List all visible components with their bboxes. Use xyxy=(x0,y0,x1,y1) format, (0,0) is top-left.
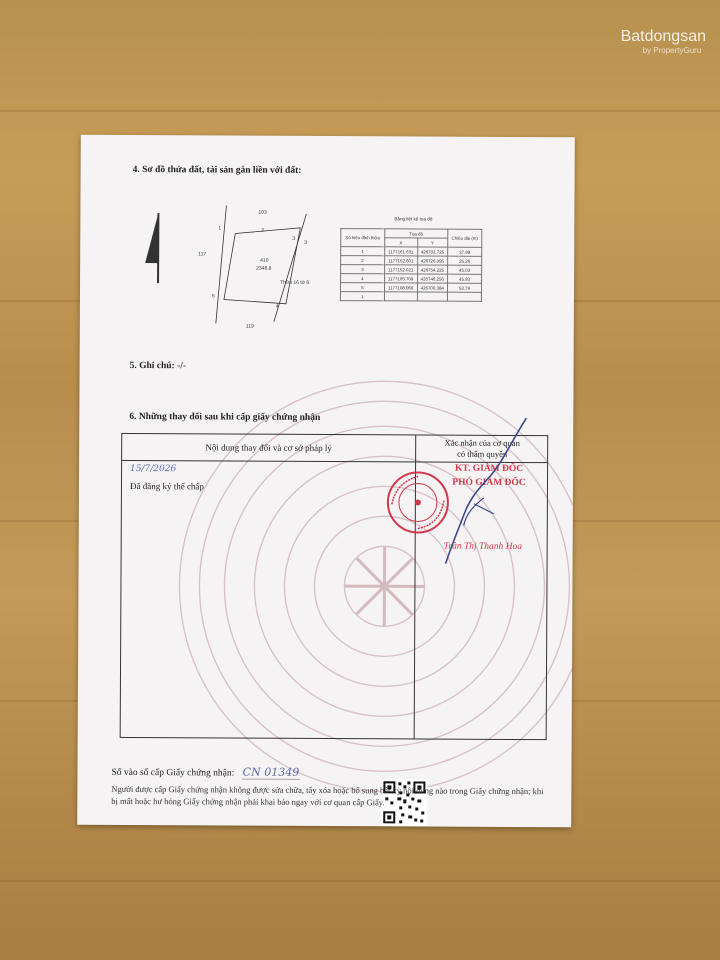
watermark-logo xyxy=(621,28,706,55)
confirm-header-line1: Xác nhận của cơ quan xyxy=(444,437,520,449)
coord-header-point: Số hiệu đỉnh thửa xyxy=(341,229,385,247)
cell-x: 1177161.631 xyxy=(384,247,417,256)
changes-header-content: Nội dung thay đổi và cơ sở pháp lý xyxy=(205,442,332,454)
point-4: 4 xyxy=(275,303,279,310)
coord-header-x: X xyxy=(384,238,417,247)
register-label: Số vào sổ cấp Giấy chứng nhận: xyxy=(111,767,235,779)
entry-text: Đã đăng ký thế chấp xyxy=(129,480,204,492)
label-parcel: 410 xyxy=(260,257,269,264)
cell-n: 2 xyxy=(341,256,385,265)
register-line xyxy=(111,765,299,779)
cell-len: 45.03 xyxy=(448,265,482,274)
cell-n: 5 xyxy=(340,283,384,292)
coord-header-coords: Tọa độ xyxy=(384,229,447,238)
coord-header-y: Y xyxy=(417,238,447,247)
section-4-title: 4. Sơ đồ thửa đất, tài sản gắn liền với đất: xyxy=(132,164,302,176)
cell-n: 1 xyxy=(340,292,384,301)
cell-x xyxy=(384,292,417,301)
north-label: B xyxy=(150,249,159,265)
label-left: 117 xyxy=(198,251,207,258)
wood-grain xyxy=(0,880,720,882)
cell-n: 1 xyxy=(341,247,385,256)
entry-date: 15/7/2026 xyxy=(130,463,177,475)
stamp-role-line2: PHÓ GIÁM ĐỐC xyxy=(452,477,526,489)
point-3: 3 xyxy=(292,235,296,242)
cell-y: 426700.384 xyxy=(417,283,447,292)
point-1: 1 xyxy=(218,225,222,232)
cell-y xyxy=(417,292,447,301)
point-5: 5 xyxy=(211,293,215,300)
cell-n: 3 xyxy=(341,265,385,274)
cell-len: 25.26 xyxy=(448,256,482,265)
footer-note: Người được cấp Giấy chứng nhận không được sửa chữa, tẩy xóa hoặc bổ sung bất kỳ nội dung nào trong Giấy chứng nhận; khi bị mất hoặc hư hỏng Giấy chứng nhận phải khai báo ngay với cơ quan cấp Giấy. xyxy=(111,783,544,808)
cell-len xyxy=(447,292,481,301)
cell-y: 426754.225 xyxy=(417,265,447,274)
parcel-diagram xyxy=(140,203,341,334)
label-top: 103 xyxy=(258,209,267,216)
cell-y: 426702.725 xyxy=(417,247,447,256)
cell-x: 1177108.066 xyxy=(384,283,417,292)
label-area: 2348.8 xyxy=(256,265,272,272)
coordinate-table xyxy=(340,228,482,302)
label-neighbor: Thửa 16 tờ 6 xyxy=(280,279,310,286)
certificate-page xyxy=(77,135,575,828)
wood-grain xyxy=(0,110,720,112)
changes-table xyxy=(120,433,549,740)
coord-header-length: Chiều dài (m) xyxy=(448,229,482,247)
label-right: 3 xyxy=(304,239,308,246)
watermark-brand: Batdongsan xyxy=(620,28,706,45)
register-number: CN 01349 xyxy=(242,765,300,779)
section-5-note: 5. Ghi chú: -/- xyxy=(129,360,187,372)
cell-len: 53.79 xyxy=(447,283,481,292)
cell-len: 37.98 xyxy=(448,247,482,256)
confirm-header-line2: có thẩm quyền xyxy=(457,448,508,459)
cell-y: 426746.256 xyxy=(417,274,447,283)
table-row xyxy=(340,292,481,302)
cell-x: 1177152.021 xyxy=(384,265,417,274)
stamp-role-line1: KT. GIÁM ĐỐC xyxy=(454,463,524,475)
signer-name: Trần Thị Thanh Hoa xyxy=(443,541,523,553)
cell-n: 4 xyxy=(341,274,385,283)
cell-y: 426726.095 xyxy=(417,256,447,265)
cell-len: 45.93 xyxy=(447,274,481,283)
coord-table-title: Bảng liệt kê tọa độ xyxy=(394,216,433,222)
watermark-sub: by PropertyGuru xyxy=(642,46,702,55)
section-6-title: 6. Những thay đổi sau khi cấp giấy chứng nhận xyxy=(129,411,321,423)
label-bottom: 119 xyxy=(245,323,254,330)
cell-x: 1177152.601 xyxy=(384,256,417,265)
point-2: 2 xyxy=(261,227,265,234)
cell-x: 1177105.709 xyxy=(384,274,417,283)
